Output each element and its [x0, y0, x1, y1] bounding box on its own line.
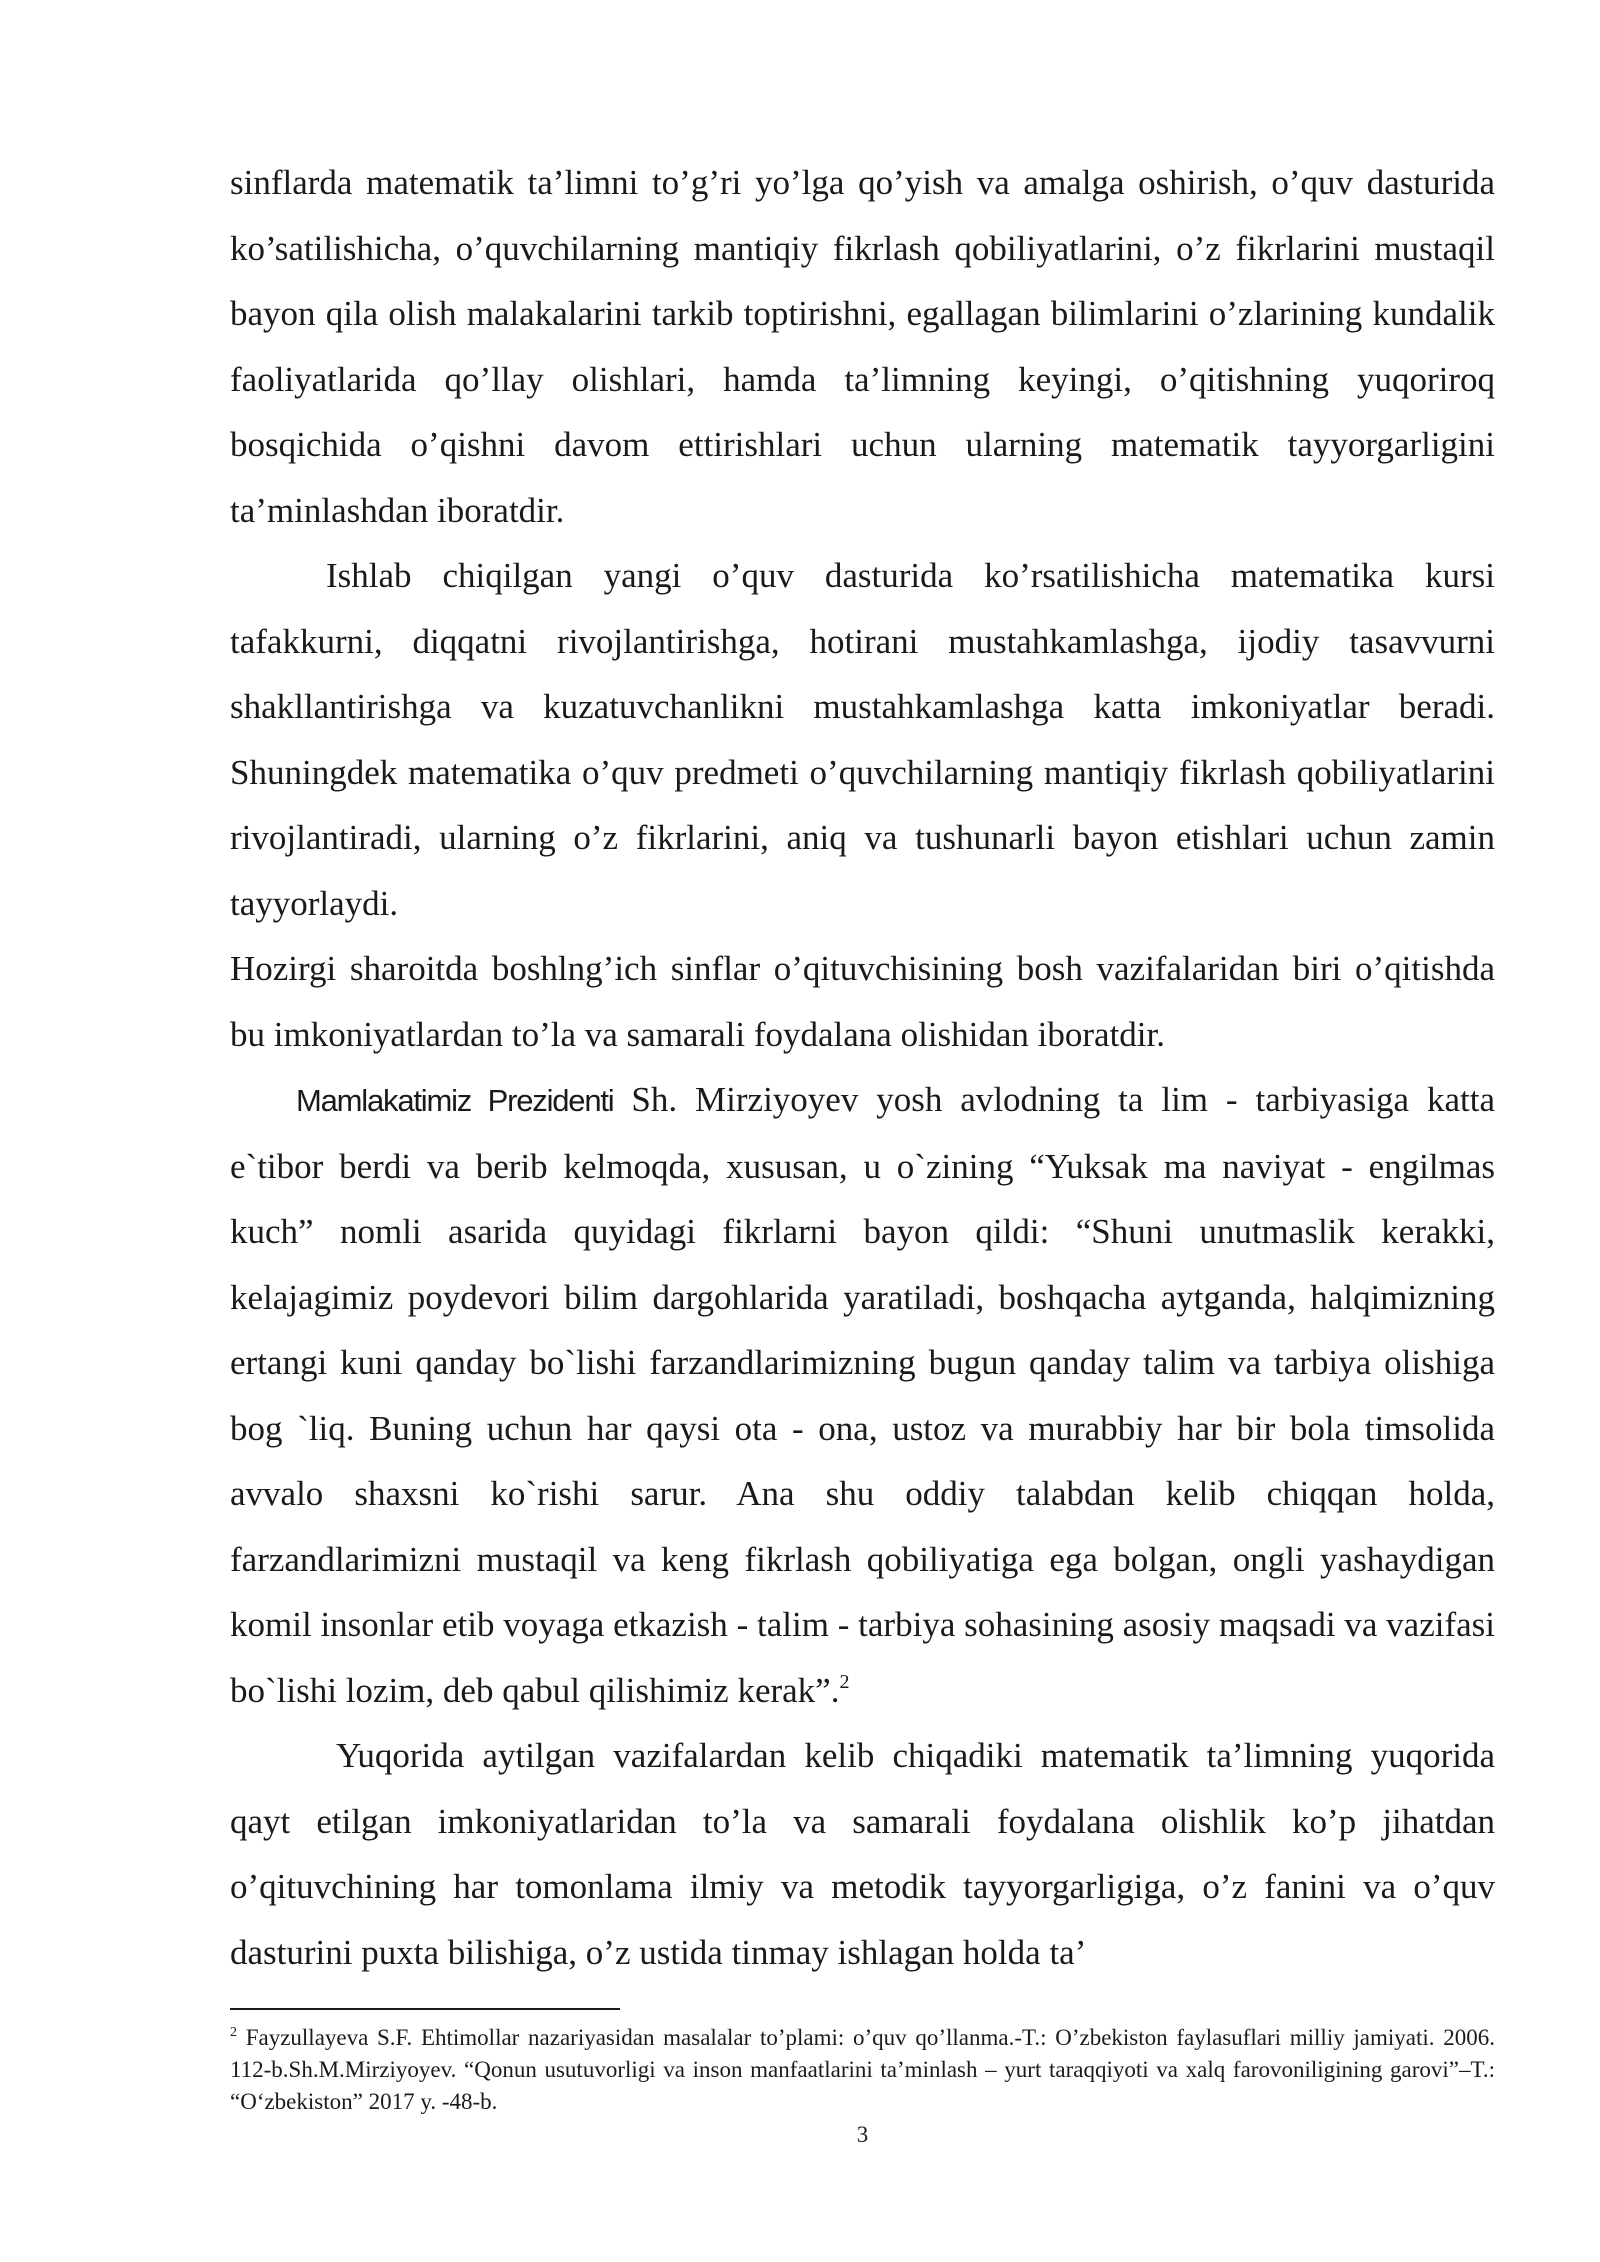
- body-text: [230, 150, 1495, 1985]
- footnote-marker: 2: [230, 2025, 237, 2040]
- footnote: [230, 2022, 1495, 2118]
- footnote-separator: [230, 2008, 620, 2010]
- footnote-text: Fayzullayeva S.F. Ehtimollar nazariyasidan masalalar to’plami: o’quv qo’llanma.-T.: O’zbekiston faylasuflari milliy jamiyati. 2006. 112-b.Sh.M.Mirziyoyev. “Qonun usutuvorligi va inson manfaatlarini ta’minlash – yurt taraqqiyoti va xalq farovoniligining garovi”–T.: “O‘zbekiston” 2017 y. -48-b.: [230, 2025, 1495, 2114]
- footnote-reference[interactable]: 2: [839, 1670, 850, 1693]
- paragraph-3: Hozirgi sharoitda boshlng’ich sinflar o’qituvchisining bosh vazifalaridan biri o’qitishda bu imkoniyatlardan to’la va samarali foydalana olishidan iboratdir.: [230, 949, 1495, 1054]
- paragraph-4-text: Sh. Mirziyoyev yosh avlodning ta lim - tarbiyasiga katta e`tibor berdi va berib kelmoqda, xususan, u o`zining “Yuksak ma naviyat - engilmas kuch” nomli asarida quyidagi fikrlarni bayon qildi: “Shuni unutmaslik kerakki, kelajagimiz poydevori bilim dargohlarida yaratiladi, boshqacha aytganda, halqimizning ertangi kuni qanday bo`lishi farzandlarimizning bugun qanday talim va tarbiya olishiga bog `liq. Buning uchun har qaysi ota - ona, ustoz va murabbiy har bir bola timsolida avvalo shaxsni ko`rishi sarur. Ana shu oddiy talabdan kelib chiqqan holda, farzandlarimizni mustaqil va keng fikrlash qobiliyatiga ega bolgan, ongli yashaydigan komil insonlar etib voyaga etkazish - talim - tarbiya sohasining asosiy maqsadi va vazifasi bo`lishi lozim, deb qabul qilishimiz kerak”.: [230, 1080, 1495, 1710]
- page-number: 3: [856, 2122, 869, 2147]
- paragraph-4: [230, 1067, 1495, 1723]
- paragraph-2: Ishlab chiqilgan yangi o’quv dasturida ko’rsatilishicha matematika kursi tafakkurni, diqqatni rivojlantirishga, hotirani mustahkamlashga, ijodiy tasavvurni shakllantirishga va kuzatuvchanlikni mustahkamlashga katta imkoniyatlar beradi. Shuningdek matematika o’quv predmeti o’quvchilarning mantiqiy fikrlash qobiliyatlarini rivojlantiradi, ularning o’z fikrlarini, aniq va tushunarli bayon etishlari uchun zamin tayyorlaydi.: [230, 556, 1495, 923]
- paragraph-1: sinflarda matematik ta’limni to’g’ri yo’lga qo’yish va amalga oshirish, o’quv dasturida ko’satilishicha, o’quvchilarning mantiqiy fikrlash qobiliyatlarini, o’z fikrlarini mustaqil bayon qila olish malakalarini tarkib toptirishni, egallagan bilimlarini o’zlarining kundalik faoliyatlarida qo’llay olishlari, hamda ta’limning keyingi, o’qitishning yuqoriroq bosqichida o’qishni davom ettirishlari uchun ularning matematik tayyorgarligini ta’minlashdan iboratdir.: [230, 163, 1495, 530]
- paragraph-4-lead: Mamlakatimiz Prezidenti: [296, 1083, 614, 1118]
- paragraph-5: Yuqorida aytilgan vazifalardan kelib chiqadiki matematik ta’limning yuqorida qayt etilgan imkoniyatlaridan to’la va samarali foydalana olishlik ko’p jihatdan o’qituvchining har tomonlama ilmiy va metodik tayyorgarligiga, o’z fanini va o’quv dasturini puxta bilishiga, o’z ustida tinmay ishlagan holda ta’: [230, 1736, 1495, 1972]
